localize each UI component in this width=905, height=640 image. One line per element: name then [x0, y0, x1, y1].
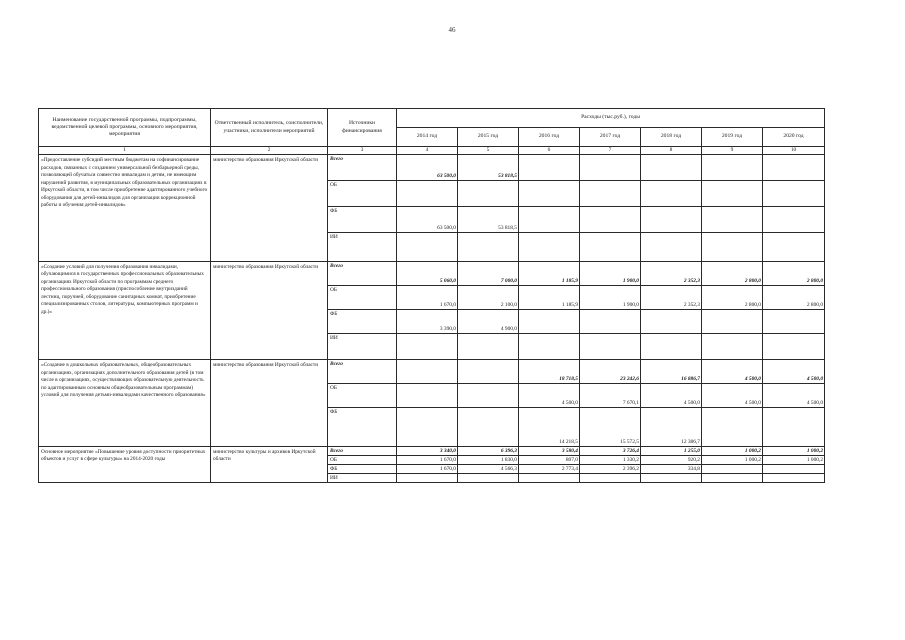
expense-value [458, 334, 519, 360]
expense-value [763, 233, 825, 261]
executor: министерство образования Иркутской области [211, 261, 328, 360]
table-row [39, 261, 825, 285]
expense-value [580, 155, 641, 181]
expense-value: 1 000,2 [763, 446, 825, 455]
expense-value: 15 572,5 [580, 408, 641, 446]
expense-value [580, 207, 641, 233]
expense-value [580, 473, 641, 482]
expense-value [458, 473, 519, 482]
expense-value: 4 500,0 [763, 360, 825, 384]
expense-value [702, 334, 763, 360]
expense-value: 16 886,7 [641, 360, 702, 384]
funding-source: Всего [328, 360, 397, 384]
funding-source: Всего [328, 155, 397, 181]
expense-value: 53 818,5 [458, 207, 519, 233]
expense-value: 1 000,2 [763, 455, 825, 464]
expense-value: 1 185,9 [519, 285, 580, 309]
column-number: 2 [211, 147, 328, 155]
funding-source: ИИ [328, 334, 397, 360]
expense-value: 4 500,0 [702, 384, 763, 408]
expense-value [580, 334, 641, 360]
expense-value: 5 060,0 [397, 261, 458, 285]
expense-value [397, 384, 458, 408]
expense-value: 2 800,0 [763, 261, 825, 285]
expense-value [763, 181, 825, 207]
expense-value: 3 726,4 [580, 446, 641, 455]
expense-value: 4 500,0 [519, 384, 580, 408]
budget-table [38, 108, 825, 483]
expense-value [641, 233, 702, 261]
column-number: 8 [641, 147, 702, 155]
expense-value [397, 473, 458, 482]
funding-source: Всего [328, 261, 397, 285]
funding-source: ОБ [328, 285, 397, 309]
column-number: 7 [580, 147, 641, 155]
expense-value [641, 207, 702, 233]
column-number: 6 [519, 147, 580, 155]
funding-source: ФБ [328, 464, 397, 473]
expense-value [641, 181, 702, 207]
expense-value: 334,8 [641, 464, 702, 473]
header-year: 2020 год [763, 128, 825, 147]
funding-source: ИИ [328, 233, 397, 261]
column-number: 10 [763, 147, 825, 155]
expense-value: 3 390,0 [397, 309, 458, 333]
expense-value [763, 464, 825, 473]
header-executor: Ответственный исполнитель, соисполнители, участники, исполнители мероприятий [211, 109, 328, 147]
expense-value [702, 309, 763, 333]
program-name: «Предоставление субсидий местным бюджетам на софинансирование расходов, связанных с созданием универсальной безбарьерной среды, позволяющей обучаться совместно инвалидам и детям, не имеющим нарушений развития, в муниципальных образовательных организациях в Иркутской области, в том числе приобретение адаптированного учебного оборудования для детей-инвалидов для организации коррекционной работы и обучения детей-инвалидов» [39, 155, 211, 262]
header-year: 2016 год [519, 128, 580, 147]
expense-value: 53 818,5 [458, 155, 519, 181]
expense-value: 4 566,3 [458, 464, 519, 473]
expense-value [458, 233, 519, 261]
expense-value: 920,2 [641, 455, 702, 464]
expense-value: 1 670,0 [397, 464, 458, 473]
header-year: 2019 год [702, 128, 763, 147]
expense-value: 6 396,3 [458, 446, 519, 455]
funding-source: ОБ [328, 384, 397, 408]
funding-source: ОБ [328, 181, 397, 207]
expense-value: 1 330,2 [580, 455, 641, 464]
expense-value: 2 352,3 [641, 261, 702, 285]
expense-value: 2 800,0 [702, 261, 763, 285]
header-year: 2017 год [580, 128, 641, 147]
budget-table-body [39, 155, 825, 483]
header-name: Наименование государственной программы, подпрограммы, ведомственной целевой программы, основного мероприятия, мероприятия [39, 109, 211, 147]
table-row [39, 155, 825, 181]
expense-value: 4 500,0 [763, 384, 825, 408]
expense-value: 1 000,2 [702, 446, 763, 455]
executor: министерство культуры и архивов Иркутской области [211, 446, 328, 482]
expense-value [580, 309, 641, 333]
expense-value: 3 580,4 [519, 446, 580, 455]
funding-source: ФБ [328, 309, 397, 333]
expense-value: 63 500,0 [397, 155, 458, 181]
header-year: 2018 год [641, 128, 702, 147]
expense-value: 14 218,5 [519, 408, 580, 446]
expense-value [397, 334, 458, 360]
expense-value: 1 185,9 [519, 261, 580, 285]
expense-value [519, 207, 580, 233]
executor: министерство образования Иркутской области [211, 360, 328, 447]
expense-value: 1 255,0 [641, 446, 702, 455]
expense-value [458, 181, 519, 207]
expense-value [519, 334, 580, 360]
expense-value: 4 900,0 [458, 309, 519, 333]
table-row [39, 446, 825, 455]
column-number: 9 [702, 147, 763, 155]
header-year: 2014 год [397, 128, 458, 147]
expense-value [397, 181, 458, 207]
expense-value [458, 408, 519, 446]
expense-value: 2 773,4 [519, 464, 580, 473]
expense-value [519, 473, 580, 482]
funding-source: Всего [328, 446, 397, 455]
expense-value: 1 900,0 [580, 285, 641, 309]
expense-value [763, 334, 825, 360]
expense-value [641, 473, 702, 482]
expense-value [458, 384, 519, 408]
expense-value: 4 500,0 [702, 360, 763, 384]
header-source: Источники финансирования [328, 109, 397, 147]
funding-source: ФБ [328, 207, 397, 233]
page-number: 46 [448, 26, 456, 34]
expense-value [763, 155, 825, 181]
expense-value: 2 100,0 [458, 285, 519, 309]
header-year: 2015 год [458, 128, 519, 147]
program-name: «Создание условий для получения образования инвалидами, обучающимися в государственных профессиональных образовательных организациях Иркутской области по программам среднего профессионального образования (приспособление внутризданий лестниц, поручней, оборудование санитарных комнат, приобретение специализированных столов, литературы, компьютерных программ и др.)» [39, 261, 211, 360]
expense-value [519, 233, 580, 261]
expense-value [641, 309, 702, 333]
expense-value: 1 670,0 [397, 285, 458, 309]
expense-value: 807,0 [519, 455, 580, 464]
expense-value [580, 181, 641, 207]
expense-value: 1 000,2 [702, 455, 763, 464]
expense-value: 3 340,0 [397, 446, 458, 455]
expense-value: 7 000,0 [458, 261, 519, 285]
header-expenses: Расходы (тыс.руб.), годы [397, 109, 825, 128]
expense-value: 1 670,0 [397, 455, 458, 464]
expense-value [702, 473, 763, 482]
expense-value: 1 900,0 [580, 261, 641, 285]
expense-value [702, 233, 763, 261]
expense-value [397, 360, 458, 384]
expense-value [702, 181, 763, 207]
expense-value: 23 242,6 [580, 360, 641, 384]
expense-value [397, 233, 458, 261]
expense-value [519, 155, 580, 181]
expense-value: 2 800,0 [763, 285, 825, 309]
expense-value [702, 408, 763, 446]
expense-value [763, 408, 825, 446]
expense-value [763, 309, 825, 333]
column-number: 3 [328, 147, 397, 155]
expense-value: 2 396,2 [580, 464, 641, 473]
expense-value [580, 233, 641, 261]
funding-source: ИИ [328, 473, 397, 482]
funding-source: ОБ [328, 455, 397, 464]
expense-value [763, 207, 825, 233]
expense-value [641, 155, 702, 181]
expense-value [458, 360, 519, 384]
expense-value [702, 464, 763, 473]
executor: министерство образования Иркутской области [211, 155, 328, 262]
column-number: 4 [397, 147, 458, 155]
expense-value [519, 309, 580, 333]
program-name: Основное мероприятие «Повышение уровня доступности приоритетных объектов и услуг в сфере культуры» на 2014-2020 годы [39, 446, 211, 482]
column-number: 1 [39, 147, 211, 155]
expense-value [641, 334, 702, 360]
expense-value [702, 207, 763, 233]
expense-value [519, 181, 580, 207]
funding-source: ФБ [328, 408, 397, 446]
expense-value: 63 500,0 [397, 207, 458, 233]
expense-value [702, 155, 763, 181]
expense-value: 2 352,3 [641, 285, 702, 309]
expense-value: 12 386,7 [641, 408, 702, 446]
expense-value: 4 500,0 [641, 384, 702, 408]
expense-value [763, 473, 825, 482]
expense-value: 1 830,0 [458, 455, 519, 464]
expense-value [397, 408, 458, 446]
expense-value: 2 800,0 [702, 285, 763, 309]
program-name: «Создание в дошкольных образовательных, общеобразовательных организациях, организациях дополнительного образования детей (в том числе в организациях, осуществляющих образовательную деятельность по адаптированным основным общеобразовательным программам) условий для получения детьми-инвалидами качественного образования» [39, 360, 211, 447]
expense-value: 18 718,5 [519, 360, 580, 384]
column-number: 5 [458, 147, 519, 155]
table-row [39, 360, 825, 384]
expense-value: 7 670,1 [580, 384, 641, 408]
